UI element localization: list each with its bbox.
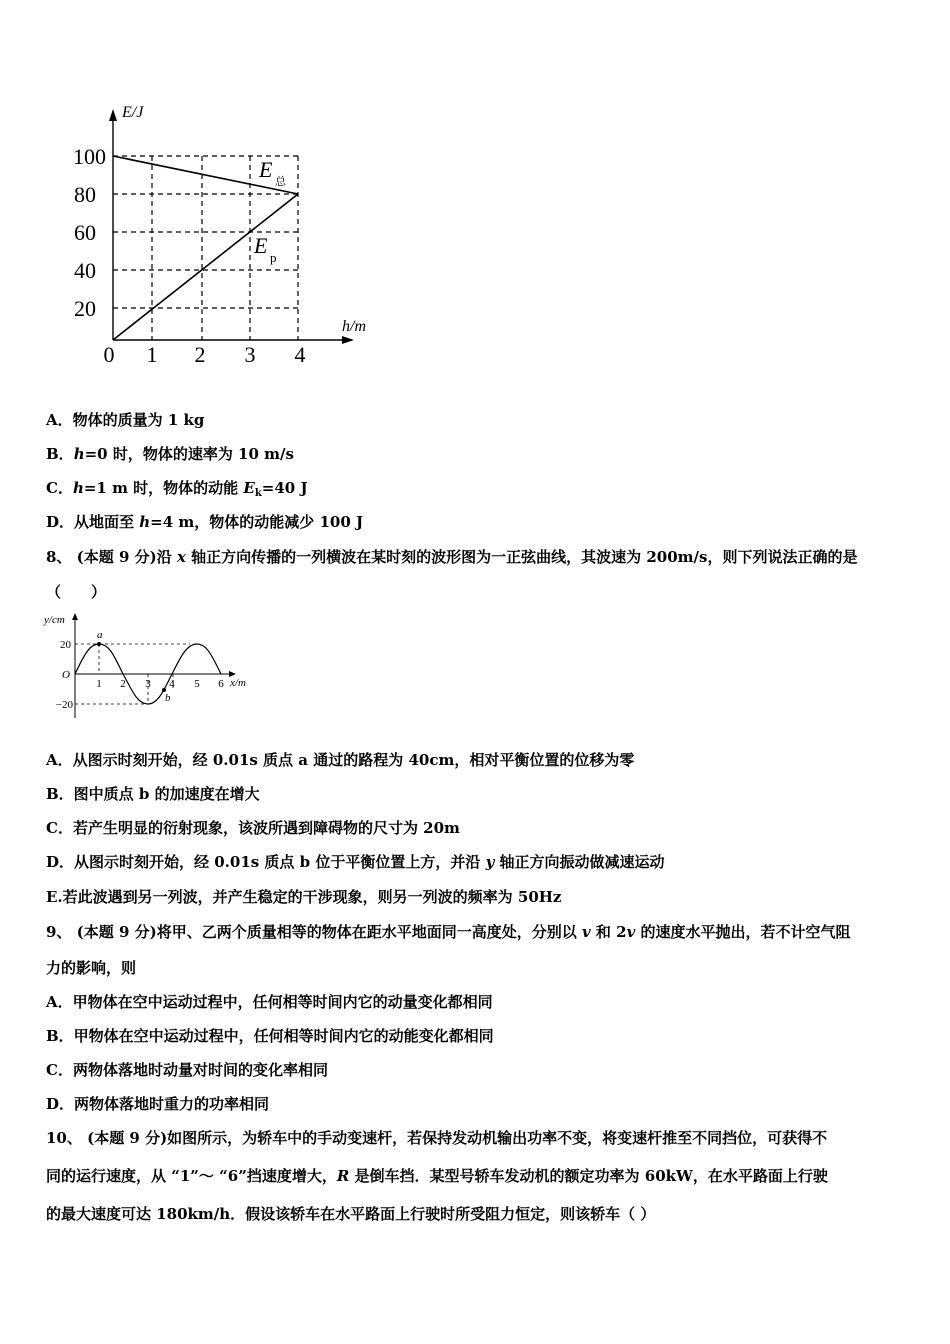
x-tick: 1 bbox=[146, 342, 158, 367]
y-tick: 60 bbox=[74, 220, 96, 245]
q9-option-c: C．两物体落地时动量对时间的变化率相同 bbox=[46, 1061, 328, 1079]
wave-x-tick: 3 bbox=[145, 678, 151, 690]
wave-graph bbox=[40, 608, 280, 723]
potential-energy-label: E bbox=[254, 233, 268, 258]
q8-option-e: E.若此波遇到另一列波，并产生稳定的干涉现象，则另一列波的频率为 50Hz bbox=[46, 888, 562, 906]
wave-x-tick: 4 bbox=[169, 678, 175, 690]
total-energy-label-sub: 总 bbox=[275, 176, 286, 188]
q7-option-a: A．物体的质量为 1 kg bbox=[46, 411, 205, 429]
point-a-label: a bbox=[97, 629, 103, 641]
point-b-label: b bbox=[165, 692, 171, 704]
wave-x-tick: 2 bbox=[120, 678, 126, 690]
q8-stem: 8、 (本题 9 分)沿 x 轴正方向传播的一列横波在某时刻的波形图为一正弦曲线，其波速为 200m/s，则下列说法正确的是 bbox=[46, 548, 858, 566]
x-tick: 0 bbox=[103, 342, 115, 367]
q7-option-d: D．从地面至 h=4 m，物体的动能减少 100 J bbox=[46, 513, 364, 531]
q9-option-d: D．两物体落地时重力的功率相同 bbox=[46, 1095, 270, 1113]
q8-answer-paren: （ ） bbox=[46, 583, 107, 601]
wave-x-tick: 6 bbox=[218, 678, 224, 690]
y-axis-label: E/J bbox=[122, 104, 144, 121]
wave-x-axis-label: x/m bbox=[230, 677, 246, 689]
q9-stem-line2: 力的影响，则 bbox=[46, 959, 137, 977]
y-tick: 80 bbox=[74, 182, 96, 207]
x-tick: 3 bbox=[244, 342, 256, 367]
wave-y-tick: −20 bbox=[55, 699, 73, 711]
q8-option-a: A．从图示时刻开始，经 0.01s 质点 a 通过的路程为 40cm，相对平衡位置的位移为零 bbox=[46, 751, 635, 769]
y-tick: 20 bbox=[74, 296, 96, 321]
energy-height-graph bbox=[60, 95, 390, 375]
q10-stem-line3: 的最大速度可达 180km/h．假设该轿车在水平路面上行驶时所受阻力恒定，则该轿车（ ） bbox=[46, 1205, 656, 1223]
q9-option-b: B．甲物体在空中运动过程中，任何相等时间内它的动能变化都相同 bbox=[46, 1027, 494, 1045]
wave-x-tick: 1 bbox=[96, 678, 102, 690]
y-tick: 100 bbox=[73, 144, 106, 169]
total-energy-label: E bbox=[259, 157, 273, 182]
q10-stem-line1: 10、 (本题 9 分)如图所示，为轿车中的手动变速杆，若保持发动机输出功率不变，将变速杆推至不同挡位，可获得不 bbox=[46, 1129, 828, 1147]
y-tick: 40 bbox=[74, 258, 96, 283]
q7-option-b: B．h=0 时，物体的速率为 10 m/s bbox=[46, 445, 294, 463]
point-a-marker bbox=[97, 642, 101, 646]
x-tick: 4 bbox=[294, 342, 306, 367]
q8-option-b: B．图中质点 b 的加速度在增大 bbox=[46, 785, 260, 803]
x-tick: 2 bbox=[194, 342, 206, 367]
wave-y-axis-label: y/cm bbox=[44, 614, 65, 626]
q9-option-a: A．甲物体在空中运动过程中，任何相等时间内它的动量变化都相同 bbox=[46, 993, 493, 1011]
q8-option-d: D．从图示时刻开始，经 0.01s 质点 b 位于平衡位置上方，并沿 y 轴正方向振动做减速运动 bbox=[46, 853, 665, 871]
potential-energy-line bbox=[113, 194, 298, 340]
q7-option-c: C．h=1 m 时，物体的动能 $E_k=40$ J bbox=[46, 479, 308, 499]
q9-stem: 9、 (本题 9 分)将甲、乙两个质量相等的物体在距水平地面同一高度处，分别以 v 和 2v 的速度水平抛出，若不计空气阻 bbox=[46, 923, 851, 941]
q8-option-c: C．若产生明显的衍射现象，该波所遇到障碍物的尺寸为 20m bbox=[46, 819, 460, 837]
wave-x-tick: 5 bbox=[194, 678, 200, 690]
wave-y-tick: 20 bbox=[60, 639, 71, 651]
potential-energy-label-sub: p bbox=[270, 250, 277, 265]
q10-stem-line2: 同的运行速度，从 “1”～ “6”挡速度增大，R 是倒车挡．某型号轿车发动机的额定功率为 60kW，在水平路面上行驶 bbox=[46, 1167, 828, 1185]
x-axis-label: h/m bbox=[342, 318, 366, 335]
wave-origin-label: O bbox=[62, 669, 70, 681]
